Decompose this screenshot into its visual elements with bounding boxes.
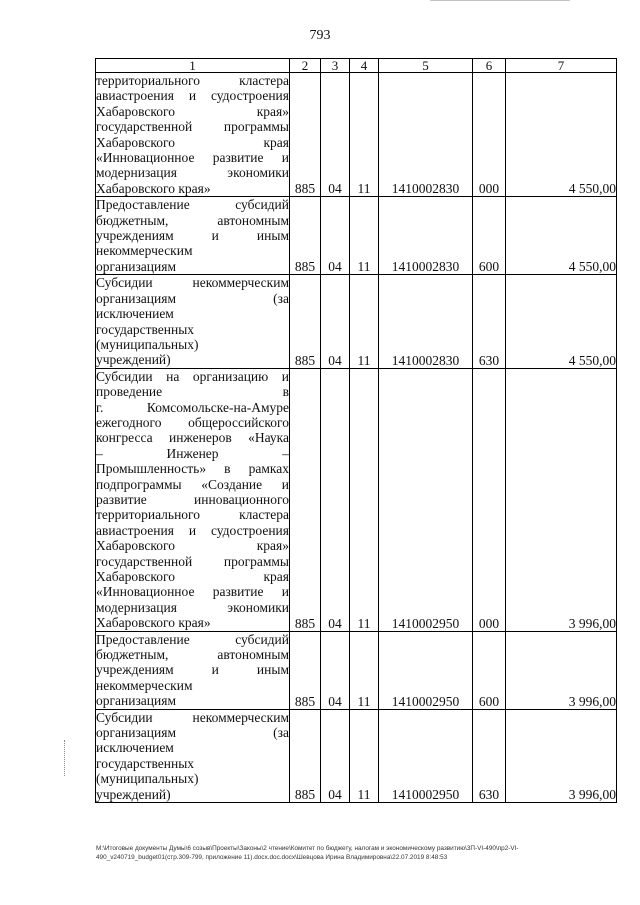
table-body	[96, 73, 617, 803]
cell-ministry-code: 885	[290, 631, 321, 709]
description-line: модернизация экономики	[96, 599, 289, 615]
description-line: ежегодного общероссийского	[96, 414, 289, 430]
description-line: бюджетным, автономным	[96, 647, 289, 663]
description-line: (муниципальных)	[96, 336, 199, 352]
cell-section: 04	[321, 368, 350, 631]
cell-target-article: 1410002830	[379, 275, 473, 368]
description-line: модернизация экономики	[96, 165, 289, 181]
description-line: государственной программы	[96, 119, 289, 135]
row-description	[96, 197, 290, 275]
cell-section: 04	[321, 197, 350, 275]
cell-ministry-code: 885	[290, 73, 321, 197]
cell-ministry-code: 885	[290, 275, 321, 368]
cell-amount: 4 550,00	[506, 73, 617, 197]
description-line: подпрограммы «Создание и	[96, 476, 289, 492]
cell-target-article: 1410002830	[379, 197, 473, 275]
description-line: Хабаровского края»	[96, 180, 211, 196]
description-line: Предоставление субсидий	[96, 197, 289, 213]
header-col-6: 6	[473, 59, 506, 73]
cell-amount: 3 996,00	[506, 709, 617, 802]
cell-expense-type: 630	[473, 709, 506, 802]
budget-table	[95, 58, 617, 803]
cell-subsection: 11	[350, 631, 379, 709]
cell-subsection: 11	[350, 73, 379, 197]
table-row	[96, 73, 617, 197]
description-line: некоммерческим	[96, 243, 193, 259]
description-line: организациям	[96, 693, 177, 709]
description-line: организациям	[96, 258, 177, 274]
description-line: г. Комсомольске-на-Амуре	[96, 399, 289, 415]
document-footer	[96, 844, 616, 862]
margin-mark	[64, 740, 65, 776]
description-line: некоммерческим	[96, 677, 193, 693]
header-col-1: 1	[96, 59, 290, 73]
table-row	[96, 197, 617, 275]
cell-section: 04	[321, 631, 350, 709]
cell-section: 04	[321, 709, 350, 802]
description-line: исключением	[96, 306, 174, 322]
description-line: – Инженер –	[96, 445, 289, 461]
description-line: авиастроения и судостроения	[96, 88, 289, 104]
description-line: Хабаровского края	[96, 569, 289, 584]
table-row	[96, 709, 617, 802]
description-line: учреждений)	[96, 352, 171, 368]
cell-section: 04	[321, 73, 350, 197]
table-row	[96, 368, 617, 631]
cell-subsection: 11	[350, 275, 379, 368]
description-line: учреждений)	[96, 786, 171, 802]
footer-path-line-2: 490_v240719_budget01(стр.309-799, приложение 11).docx.doc.docx\Шевцова Ирина Владимировна\22.07.2019 8:48:53	[96, 854, 448, 861]
description-line: (муниципальных)	[96, 771, 199, 787]
header-col-2: 2	[290, 59, 321, 73]
description-line: государственных	[96, 321, 195, 337]
row-description	[96, 709, 290, 802]
header-col-7: 7	[506, 59, 617, 73]
row-description	[96, 368, 290, 631]
cell-target-article: 1410002950	[379, 368, 473, 631]
description-line: авиастроения и судостроения	[96, 522, 289, 538]
cell-subsection: 11	[350, 197, 379, 275]
description-line: государственной программы	[96, 553, 289, 569]
description-line: Хабаровского края»	[96, 615, 211, 631]
cell-amount: 3 996,00	[506, 631, 617, 709]
description-line: проведение в	[96, 384, 289, 400]
description-line: «Инновационное развитие и	[96, 150, 289, 166]
footer-path-line-1: М:\Итоговые документы Думы\6 созыв\Проекты\Законы\2 чтение\Комитет по бюджету, налогам и экономическому развитию\3П-VI-490\пр2-VI-	[96, 845, 519, 852]
cell-subsection: 11	[350, 709, 379, 802]
description-line: бюджетным, автономным	[96, 212, 289, 228]
description-line: Предоставление субсидий	[96, 631, 289, 647]
description-line: Хабаровского края»	[96, 538, 289, 554]
description-line: конгресса инженеров «Наука	[96, 430, 289, 446]
description-line: организациям (за	[96, 290, 289, 306]
cell-target-article: 1410002950	[379, 709, 473, 802]
description-line: Промышленность» в рамках	[96, 461, 289, 477]
cell-amount: 4 550,00	[506, 197, 617, 275]
cell-amount: 4 550,00	[506, 275, 617, 368]
description-line: организациям (за	[96, 725, 289, 741]
cell-ministry-code: 885	[290, 709, 321, 802]
header-row	[96, 59, 617, 73]
description-line: развитие инновационного	[96, 491, 289, 507]
cell-subsection: 11	[350, 368, 379, 631]
description-line: территориального кластера	[96, 507, 289, 523]
row-description	[96, 631, 290, 709]
cell-target-article: 1410002830	[379, 73, 473, 197]
description-line: Хабаровского края»	[96, 103, 289, 119]
cell-expense-type: 630	[473, 275, 506, 368]
cell-ministry-code: 885	[290, 197, 321, 275]
cell-ministry-code: 885	[290, 368, 321, 631]
cell-section: 04	[321, 275, 350, 368]
cell-expense-type: 000	[473, 368, 506, 631]
cell-expense-type: 600	[473, 197, 506, 275]
row-description	[96, 275, 290, 368]
description-line: учреждениям и иным	[96, 228, 289, 244]
description-line: «Инновационное развитие и	[96, 584, 289, 600]
header-col-5: 5	[379, 59, 473, 73]
cell-expense-type: 600	[473, 631, 506, 709]
cell-expense-type: 000	[473, 73, 506, 197]
description-line: учреждениям и иным	[96, 662, 289, 678]
page-number: 793	[309, 28, 331, 43]
cell-amount: 3 996,00	[506, 368, 617, 631]
description-line: территориального кластера	[96, 73, 289, 88]
row-description	[96, 73, 290, 197]
description-line: Субсидии некоммерческим	[96, 275, 289, 291]
cell-target-article: 1410002950	[379, 631, 473, 709]
description-line: Субсидии на организацию и	[96, 368, 289, 384]
header-col-4: 4	[350, 59, 379, 73]
description-line: государственных	[96, 755, 195, 771]
table-row	[96, 275, 617, 368]
scan-edge-mark	[430, 0, 570, 5]
table-row	[96, 631, 617, 709]
description-line: Субсидии некоммерческим	[96, 709, 289, 725]
header-col-3: 3	[321, 59, 350, 73]
description-line: исключением	[96, 740, 174, 756]
description-line: Хабаровского края	[96, 134, 289, 150]
